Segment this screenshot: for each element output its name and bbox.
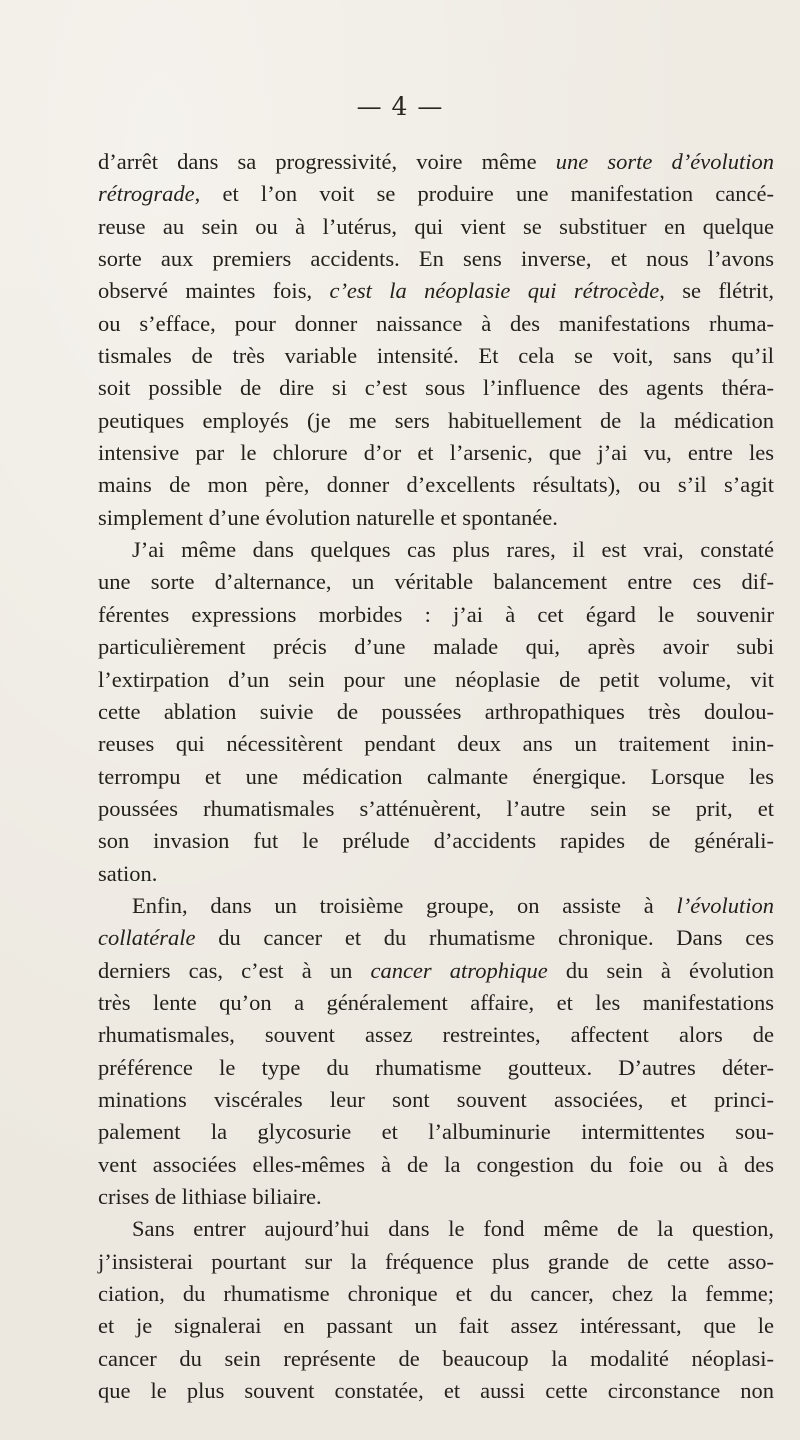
text-run: , se flétrit, (659, 278, 774, 304)
text-run: j’insisterai pourtant sur la fréquence plus grande de cette asso- (98, 1248, 774, 1274)
text-line (98, 146, 774, 178)
text-line (98, 1052, 774, 1084)
text-line (98, 696, 774, 728)
text-line (98, 178, 774, 210)
text-line (98, 955, 774, 987)
italic-text: une sorte d’évolution (555, 149, 774, 174)
text-run: intensive par le chlorure d’or et l’arsenic, que j’ai vu, entre les (98, 440, 774, 466)
text-line (98, 1246, 774, 1278)
text-line (98, 987, 774, 1019)
text-line (98, 243, 774, 275)
text-run: que le plus souvent constatée, et aussi cette circonstance non (98, 1378, 774, 1404)
text-run: J’ai même dans quelques cas plus rares, il est vrai, constaté (132, 537, 774, 563)
text-line (98, 1116, 774, 1148)
text-line (98, 1310, 774, 1342)
italic-text: rétrograde (98, 181, 195, 207)
text-run: derniers cas, c’est à un (98, 957, 371, 983)
text-line (98, 275, 774, 307)
text-run: vent associées elles-mêmes à de la congestion du foie ou à des (98, 1151, 774, 1177)
text-run: peutiques employés (je me sers habituellement de la médication (98, 407, 774, 433)
text-line (98, 664, 774, 696)
text-run: l’extirpation d’un sein pour une néoplasie de petit volume, vit (98, 666, 774, 692)
text-line (98, 761, 774, 793)
text-line (98, 599, 774, 631)
text-line (98, 825, 774, 857)
text-run: palement la glycosurie et l’albuminurie intermittentes sou- (98, 1119, 774, 1145)
text-line (98, 858, 774, 890)
text-line (98, 631, 774, 663)
text-line (98, 1343, 774, 1375)
text-run: reuse au sein ou à l’utérus, qui vient se substituer en quelque (98, 213, 774, 239)
text-line (98, 469, 774, 501)
text-run: d’arrêt dans sa progressivité, voire même (98, 149, 556, 174)
text-line (98, 340, 774, 372)
text-run: Enfin, dans un troisième groupe, on assiste à (132, 892, 677, 918)
text-run: sorte aux premiers accidents. En sens inverse, et nous l’avons (98, 246, 774, 272)
italic-text: cancer atrophique (370, 957, 548, 983)
text-run: sation. (98, 860, 158, 886)
text-line (98, 1084, 774, 1116)
text-run: ou s’efface, pour donner naissance à des manifestations rhuma- (98, 310, 774, 336)
text-line (98, 534, 774, 566)
text-line (98, 437, 774, 469)
text-run: Sans entrer aujourd’hui dans le fond même de la question, (132, 1216, 774, 1242)
italic-text: c’est la néoplasie qui rétrocède (329, 278, 660, 304)
text-line (98, 308, 774, 340)
text-line (98, 728, 774, 760)
text-line (98, 922, 774, 954)
text-run: son invasion fut le prélude d’accidents rapides de générali- (98, 828, 774, 854)
text-run: soit possible de dire si c’est sous l’influence des agents théra- (98, 375, 774, 401)
text-run: du cancer et du rhumatisme chronique. Dans ces (195, 925, 774, 951)
text-run: une sorte d’alternance, un véritable balancement entre ces dif- (98, 569, 774, 595)
text-line (98, 1213, 774, 1245)
text-run: , et l’on voit se produire une manifestation cancé- (194, 181, 774, 207)
text-line (98, 1181, 774, 1213)
text-line (98, 372, 774, 404)
text-run: terrompu et une médication calmante énergique. Lorsque les (98, 763, 774, 789)
text-run: crises de lithiase biliaire. (98, 1184, 322, 1209)
page-number: — 4 — (356, 92, 444, 121)
text-run: particulièrement précis d’une malade qui, après avoir subi (98, 634, 774, 660)
text-line (98, 890, 774, 922)
text-line (98, 566, 774, 598)
text-line (98, 1149, 774, 1181)
text-run: minations viscérales leur sont souvent associées, et princi- (98, 1086, 774, 1112)
text-line (98, 1278, 774, 1310)
text-run: rhumatismales, souvent assez restreintes, affectent alors de (98, 1022, 774, 1048)
text-line (98, 211, 774, 243)
text-line (98, 405, 774, 437)
italic-text: collatérale (98, 925, 196, 951)
text-line (98, 1375, 774, 1407)
text-run: poussées rhumatismales s’atténuèrent, l’autre sein se prit, et (98, 795, 774, 821)
text-run: du sein à évolution (547, 957, 774, 983)
text-run: cette ablation suivie de poussées arthropathiques très doulou- (98, 698, 774, 724)
text-line (98, 502, 774, 534)
text-run: et je signalerai en passant un fait assez intéressant, que le (98, 1313, 774, 1339)
text-run: ciation, du rhumatisme chronique et du cancer, chez la femme; (98, 1281, 774, 1307)
text-line (98, 793, 774, 825)
italic-text: l’évolution (676, 892, 774, 918)
text-run: férentes expressions morbides : j’ai à cet égard le souvenir (98, 601, 774, 627)
text-run: tismales de très variable intensité. Et cela se voit, sans qu’il (98, 343, 774, 369)
body-text (98, 146, 774, 1407)
text-run: mains de mon père, donner d’excellents résultats), ou s’il s’agit (98, 472, 774, 498)
text-run: très lente qu’on a généralement affaire, et les manifestations (98, 989, 774, 1015)
text-run: reuses qui nécessitèrent pendant deux ans un traitement inin- (98, 731, 774, 757)
text-run: simplement d’une évolution naturelle et spontanée. (98, 504, 558, 530)
text-run: préférence le type du rhumatisme goutteux. D’autres déter- (98, 1054, 774, 1080)
text-line (98, 1019, 774, 1051)
text-run: cancer du sein représente de beaucoup la modalité néoplasi- (98, 1345, 774, 1371)
text-run: observé maintes fois, (98, 278, 330, 304)
